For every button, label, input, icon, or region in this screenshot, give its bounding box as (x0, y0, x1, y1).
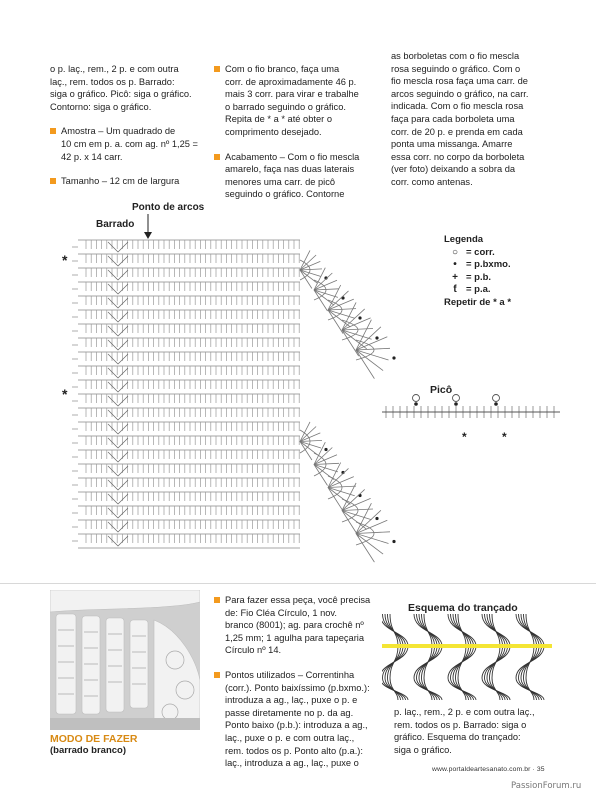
pico-star-2: * (502, 430, 507, 444)
legend-row: • = p.bxmo. (444, 259, 511, 272)
amostra-item: Amostra – Um quadrado de 10 cm em p. a. com ag. nº 1,25 = 42 p. x 14 carr. (50, 125, 210, 163)
col1-line: siga o gráfico. Picô: siga o gráfico. (50, 89, 192, 100)
legend-repeat: Repetir de * a * (444, 296, 512, 308)
bullet-square-icon (214, 597, 220, 603)
modo-de-fazer-title: MODO DE FAZER (50, 733, 138, 745)
modo-de-fazer-subtitle: (barrado branco) (50, 745, 127, 756)
legend-title: Legenda (444, 234, 484, 245)
col1-line: Contorno: siga o gráfico. (50, 101, 152, 112)
label-barrado: Barrado (96, 219, 135, 230)
acabamento-item: Acabamento – Com o fio mescla amarelo, faça nas duas laterais menores uma carr. de picô seguindo o gráfico. Contorne (214, 151, 379, 201)
braid-diagram (382, 612, 582, 702)
col1-line: laç., rem. todos os p. Barrado: (50, 76, 175, 87)
lace-photo (50, 590, 200, 730)
label-pico: Picô (430, 384, 453, 396)
instructions-item: Com o fio branco, faça uma corr. de aproximadamente 46 p. mais 3 corr. para virar e trabalhe o barrado seguindo o gráfico. Repita de * a * até obter o comprimento desejado. (214, 63, 379, 139)
legend-row: + = p.b. (444, 272, 511, 285)
legend-row: ○ = corr. (444, 247, 511, 260)
section-divider (0, 583, 596, 584)
slip-stitch-icon: • (453, 259, 457, 270)
watermark: PassionForum.ru (511, 781, 582, 791)
footer-site: www.portaldeartesanato.com.br · 35 (432, 766, 545, 773)
tamanho-item: Tamanho – 12 cm de largura (50, 175, 210, 188)
col1-line: o p. laç., rem., 2 p. e com outra (50, 64, 179, 74)
repeat-star-bottom: * (62, 386, 68, 402)
lower-column-3: p. laç., rem., 2 p. e com outra laç., rem. todos os p. Barrado: siga o gráfico. Esquema do trançado: siga o gráfico. (394, 707, 535, 755)
double-crochet-icon: ƭ (453, 284, 457, 295)
materials-item: Para fazer essa peça, você precisa de: Fio Cléa Círculo, 1 nov. branco (8001); ag. para crochê nº 1,25 mm; 1 agulha para tapeçaria Círculo nº 14. (214, 594, 384, 657)
repeat-star-top: * (62, 252, 68, 268)
label-ponto-de-arcos: Ponto de arcos (132, 202, 205, 213)
chain-stitch-icon: ○ (451, 246, 459, 258)
pontos-item: Pontos utilizados – Correntinha (corr.). Ponto baixíssimo (p.bxmo.): introduza a ag., laç., puxe o p. e passe diretamente no p. da ag. Ponto baixo (p.b.): introduza a ag., laç., puxe o p. e com outra laç., rem. todos os p. Ponto alto (p.a.): laç., introduza a ag., laç., puxe o (214, 669, 384, 770)
column-3: as borboletas com o fio mescla rosa seguindo o gráfico. Com o fio mescla rosa faça uma carr. de arcos seguindo o gráfico, na carr. indicada. Com o fio mescla rosa faça para cada borboleta uma corr. de 20 p. e prenda em cada ponta uma missanga. Amarre essa corr. no corpo da borboleta (ver foto) deixando a sobra da corr. como antenas. (391, 51, 529, 187)
legend-row: ƭ = p.a. (444, 284, 511, 297)
legend (444, 234, 511, 309)
bullet-square-icon (214, 672, 220, 678)
single-crochet-icon: + (452, 271, 458, 283)
pico-star-1: * (462, 430, 467, 444)
lower-column-2 (214, 594, 384, 770)
esquema-title: Esquema do trançado (408, 602, 518, 614)
